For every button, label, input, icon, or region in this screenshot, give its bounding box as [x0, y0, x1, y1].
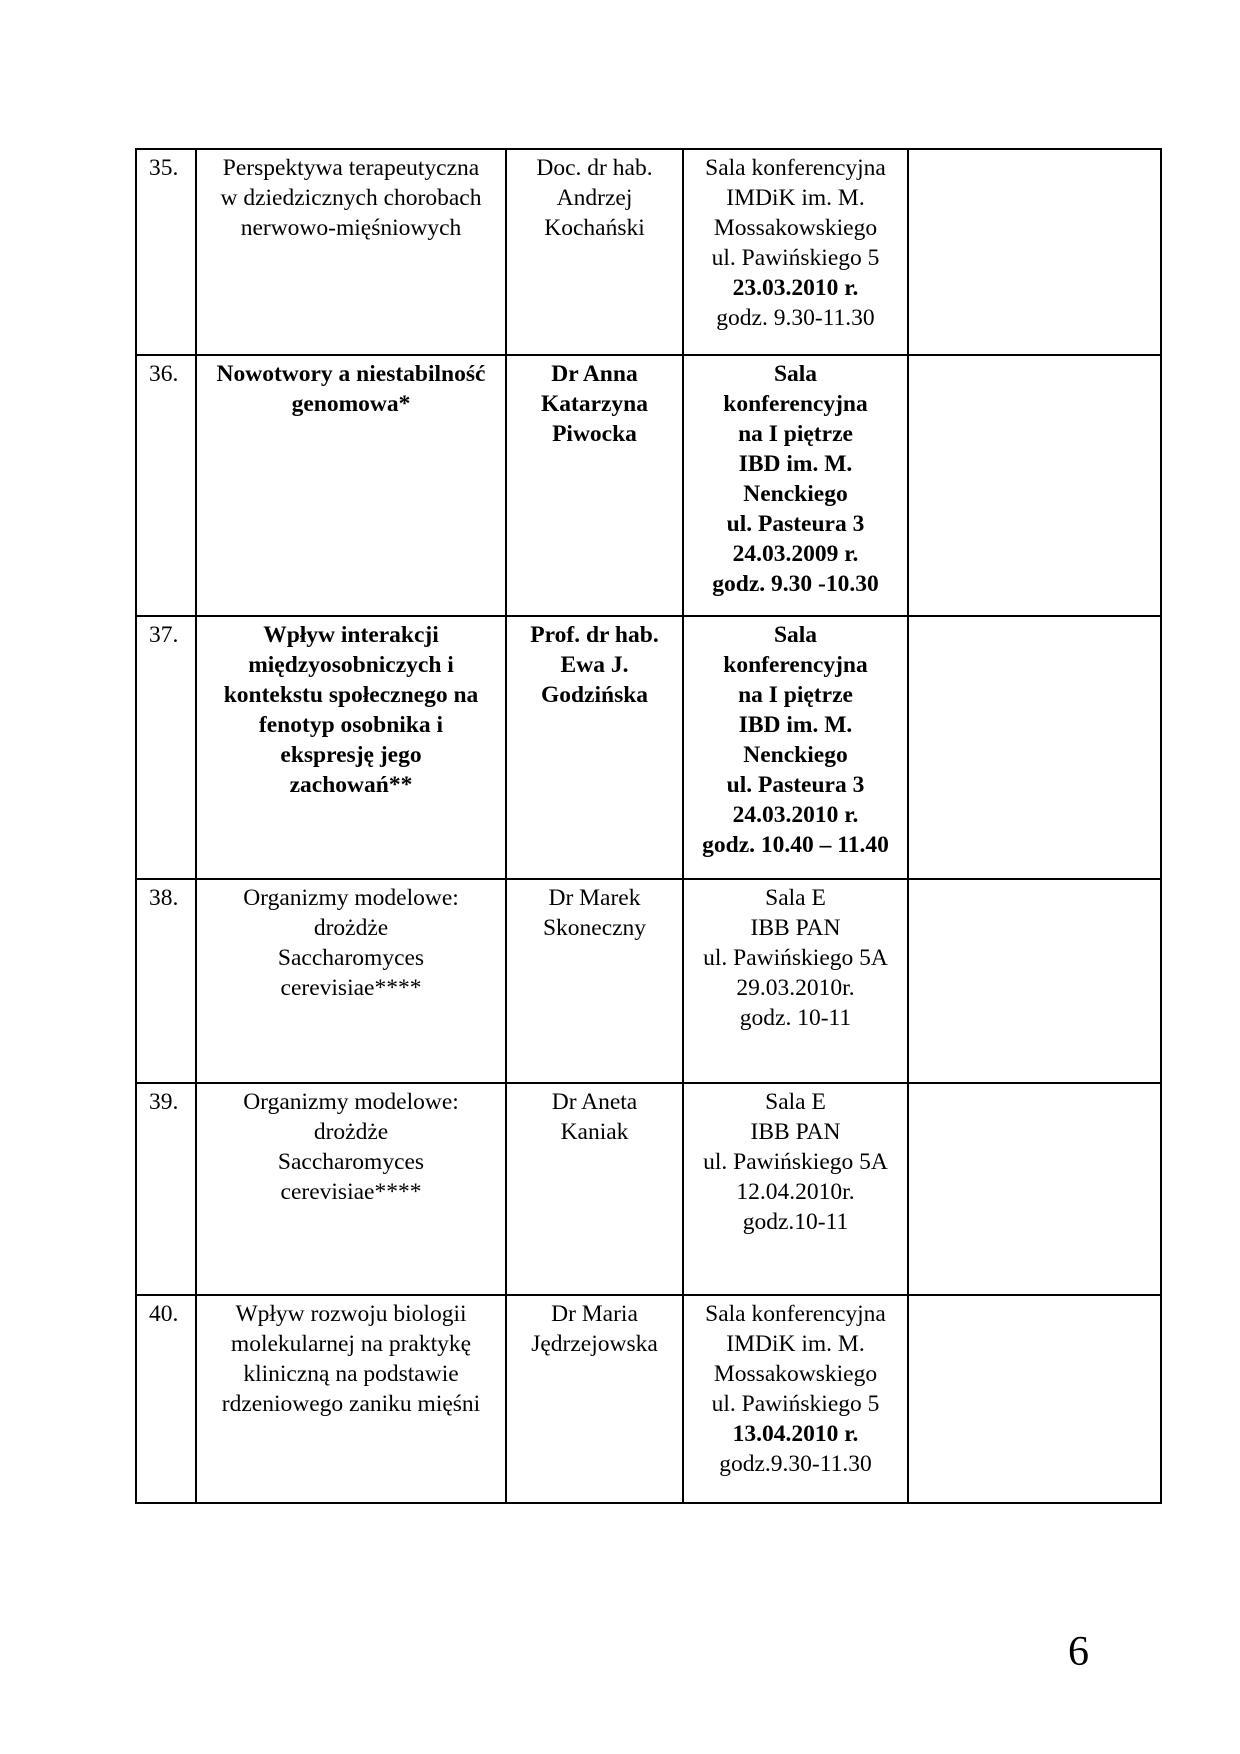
venue-line: Nenckiego [743, 742, 848, 768]
topic-line: Wpływ rozwoju biologii [235, 1301, 467, 1327]
topic-line: Organizmy modelowe: [243, 885, 459, 911]
topic-cell [196, 149, 506, 355]
lecturer-line: Kaniak [560, 1119, 629, 1145]
time: godz. 9.30-11.30 [716, 305, 875, 331]
topic-line: cerevisiae**** [280, 1179, 422, 1205]
topic-line: Saccharomyces [277, 1149, 425, 1175]
venue-line: na I piętrze [738, 682, 853, 708]
venue-line: IMDiK im. M. [726, 185, 865, 211]
time: godz. 10-11 [739, 1005, 852, 1031]
venue-line: konferencyjna [723, 652, 868, 678]
venue-line: Mossakowskiego [713, 1361, 878, 1387]
schedule-table [135, 148, 1162, 1504]
lecturer-cell [506, 616, 683, 879]
venue-line: Sala E [765, 885, 826, 911]
lecturer-line: Ewa J. [560, 652, 629, 678]
lecturer-line: Dr Anna [551, 361, 638, 387]
topic-cell [196, 616, 506, 879]
notes-cell [908, 355, 1161, 616]
venue-line: ul. Pawińskiego 5 [711, 1391, 880, 1417]
topic-line: nerwowo-mięśniowych [240, 215, 462, 241]
lecturer-line: Skoneczny [542, 915, 647, 941]
topic-cell [196, 1083, 506, 1295]
venue-line: IBB PAN [750, 1119, 841, 1145]
venue-line: IBD im. M. [738, 712, 853, 738]
venue-line: Sala E [765, 1089, 826, 1115]
topic-line: drożdże [313, 1119, 389, 1145]
lecturer-line: Kochański [544, 215, 645, 241]
venue-line: Sala konferencyjna [705, 155, 886, 181]
venue-line: Sala [773, 361, 818, 387]
date: 24.03.2009 r. [732, 541, 859, 567]
lecturer-line: Andrzej [556, 185, 633, 211]
notes-cell [908, 149, 1161, 355]
topic-line: międzyosobniczych i [248, 652, 454, 678]
topic-line: w dziedzicznych chorobach [220, 185, 482, 211]
venue-line: IMDiK im. M. [726, 1331, 865, 1357]
venue-line: ul. Pasteura 3 [726, 772, 865, 798]
venue-line: konferencyjna [723, 391, 868, 417]
topic-line: zachowań** [289, 772, 413, 798]
page-number: 6 [1068, 1629, 1089, 1675]
topic-line: Wpływ interakcji [263, 622, 439, 648]
topic-line: cerevisiae**** [280, 975, 422, 1001]
lecturer-line: Godzińska [540, 682, 649, 708]
table-row [136, 149, 1161, 355]
venue-cell [683, 149, 908, 355]
date: 29.03.2010r. [736, 975, 855, 1001]
lecturer-line: Doc. dr hab. [536, 155, 653, 181]
row-number: 35. [136, 149, 196, 355]
notes-cell [908, 616, 1161, 879]
lecturer-cell [506, 149, 683, 355]
lecturer-line: Jędrzejowska [531, 1331, 658, 1357]
time: godz. 10.40 – 11.40 [702, 832, 889, 858]
lecturer-line: Katarzyna [540, 391, 649, 417]
topic-line: Organizmy modelowe: [243, 1089, 459, 1115]
topic-line: Nowotwory a niestabilność [216, 361, 486, 387]
row-number: 37. [136, 616, 196, 879]
lecturer-line: Prof. dr hab. [530, 622, 659, 648]
lecturer-line: Dr Aneta [551, 1089, 638, 1115]
notes-cell [908, 879, 1161, 1083]
venue-cell [683, 1295, 908, 1503]
venue-line: Mossakowskiego [713, 215, 878, 241]
notes-cell [908, 1295, 1161, 1503]
topic-line: kontekstu społecznego na [223, 682, 479, 708]
topic-cell [196, 1295, 506, 1503]
time: godz.9.30-11.30 [719, 1451, 872, 1477]
date: 13.04.2010 r. [732, 1421, 859, 1447]
table-row [136, 1083, 1161, 1295]
venue-line: IBD im. M. [738, 451, 853, 477]
topic-line: rdzeniowego zaniku mięśni [221, 1391, 481, 1417]
topic-line: kliniczną na podstawie [243, 1361, 459, 1387]
venue-line: ul. Pawińskiego 5A [703, 945, 888, 971]
lecturer-cell [506, 1083, 683, 1295]
venue-cell [683, 879, 908, 1083]
lecturer-cell [506, 879, 683, 1083]
topic-line: molekularnej na praktykę [230, 1331, 472, 1357]
venue-cell [683, 355, 908, 616]
topic-cell [196, 355, 506, 616]
venue-line: Sala [773, 622, 818, 648]
lecturer-line: Dr Maria [551, 1301, 638, 1327]
topic-line: Perspektywa terapeutyczna [222, 155, 480, 181]
lecturer-line: Dr Marek [548, 885, 641, 911]
lecturer-cell [506, 355, 683, 616]
table-row [136, 1295, 1161, 1503]
row-number: 39. [136, 1083, 196, 1295]
table-row [136, 355, 1161, 616]
venue-line: ul. Pawińskiego 5 [711, 245, 880, 271]
date: 24.03.2010 r. [732, 802, 859, 828]
row-number: 38. [136, 879, 196, 1083]
table-row [136, 616, 1161, 879]
venue-line: ul. Pawińskiego 5A [703, 1149, 888, 1175]
lecturer-cell [506, 1295, 683, 1503]
time: godz.10-11 [742, 1209, 849, 1235]
venue-cell [683, 1083, 908, 1295]
venue-line: Sala konferencyjna [705, 1301, 886, 1327]
notes-cell [908, 1083, 1161, 1295]
topic-line: genomowa* [291, 391, 411, 417]
date: 23.03.2010 r. [732, 275, 859, 301]
topic-line: Saccharomyces [277, 945, 425, 971]
venue-line: Nenckiego [743, 481, 848, 507]
topic-cell [196, 879, 506, 1083]
row-number: 36. [136, 355, 196, 616]
table-row [136, 879, 1161, 1083]
topic-line: drożdże [313, 915, 389, 941]
topic-line: fenotyp osobnika i [258, 712, 444, 738]
venue-line: IBB PAN [750, 915, 841, 941]
venue-line: ul. Pasteura 3 [726, 511, 865, 537]
venue-cell [683, 616, 908, 879]
topic-line: ekspresję jego [280, 742, 422, 768]
row-number: 40. [136, 1295, 196, 1503]
date: 12.04.2010r. [736, 1179, 855, 1205]
venue-line: na I piętrze [738, 421, 853, 447]
time: godz. 9.30 -10.30 [712, 571, 879, 597]
lecturer-line: Piwocka [552, 421, 637, 447]
